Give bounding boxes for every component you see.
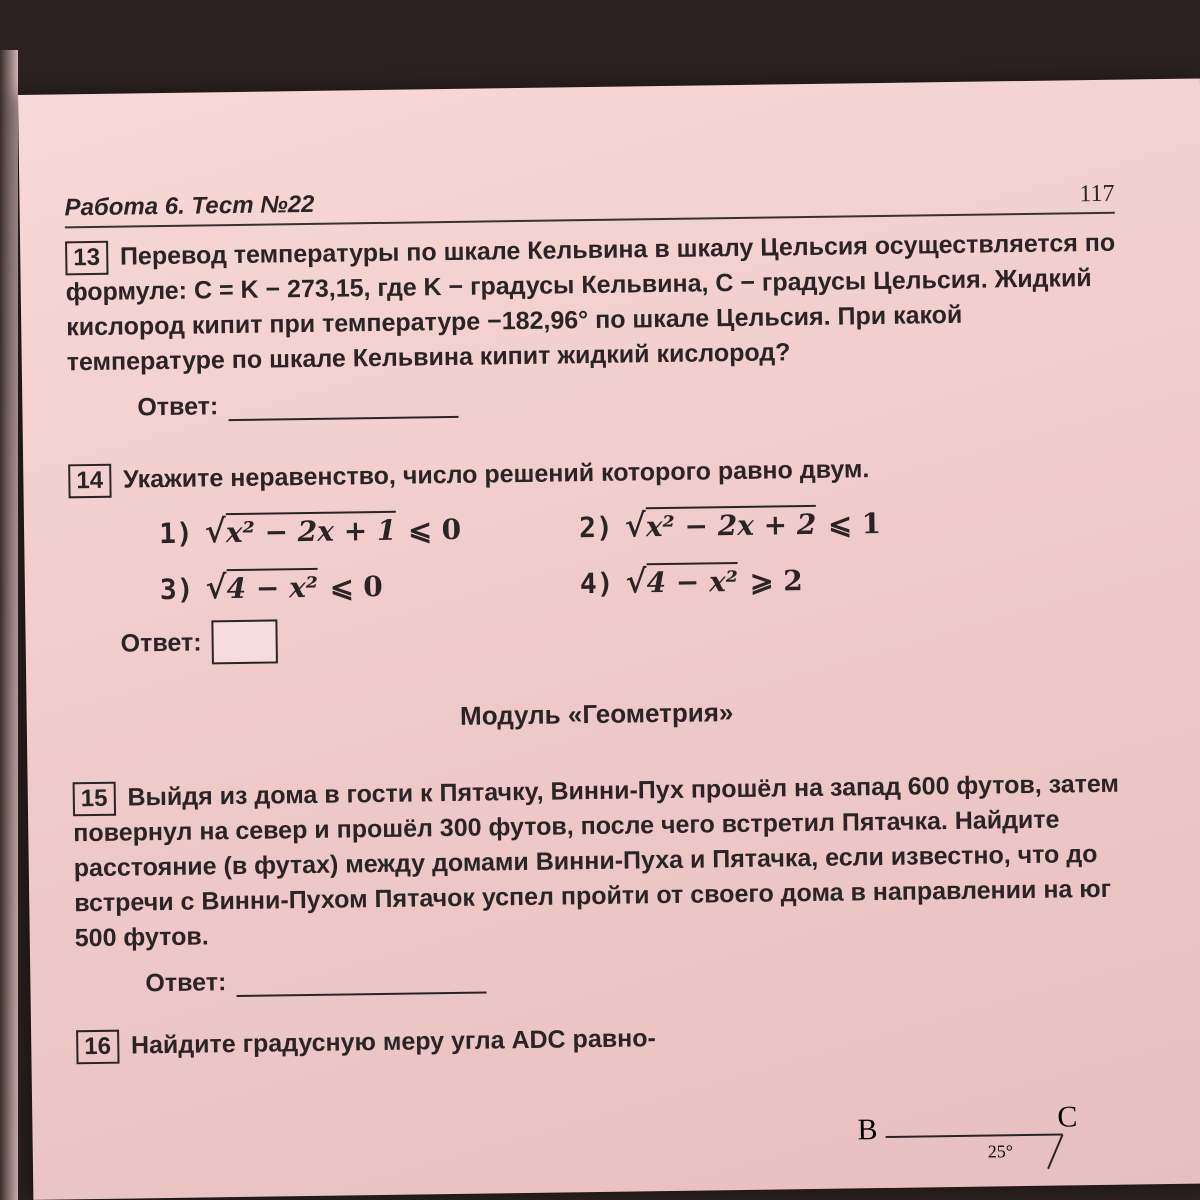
sqrt-symbol: √ [204,512,227,551]
sqrt-symbol: √ [625,562,647,601]
task-number-16: 16 [76,1030,119,1065]
option-label: 4) [579,566,614,601]
task-number-13: 13 [65,241,108,276]
answer-label: Ответ: [137,392,219,422]
option-label: 1) [158,516,194,551]
option-4[interactable] [580,557,1000,601]
task-number-14: 14 [68,464,111,499]
option-3[interactable] [160,563,580,607]
angle-label: 25° [987,1141,1014,1162]
task-16-text: Найдите градусную меру угла ADC равно- [130,1024,657,1060]
book-spine-edge [0,50,18,1200]
task-15 [73,767,1125,957]
option-1[interactable] [159,507,579,551]
answer-options [159,500,1120,607]
task-14-answer [120,608,1121,666]
option-label: 3) [159,572,194,607]
radicand: x² − 2x + 2 [646,505,817,543]
page-number: 117 [1079,180,1115,208]
task-16 [76,1015,1126,1065]
option-label: 2) [578,510,614,545]
relation: ⩽ 0 [329,569,383,604]
radicand: 4 − x² [646,562,738,599]
task-number-15: 15 [73,782,116,817]
sqrt-symbol: √ [205,568,227,607]
task-13 [65,226,1117,381]
sqrt-symbol: √ [624,506,647,545]
figure-lines [857,1110,1078,1173]
task-13-text: Перевод температуры по шкале Кельвина в шкалу Цельсия осуществляется по формуле: C = K − 273,15, где K − градусы Кельвина, C − градусы Цельсия. Жидкий кислород кипит при температуре −182,96° по шкале Цельсия. При какой температуре по шкале Кельвина кипит жидкий кислород? [65,228,1116,377]
textbook-page [18,78,1200,1199]
module-title: Модуль «Геометрия» [459,697,734,731]
page-header [64,180,1114,229]
task-14 [68,449,1118,499]
radicand: x² − 2x + 1 [226,511,397,549]
vertex-c-label: C [1057,1100,1078,1134]
task-15-text: Выйдя из дома в гости к Пятачку, Винни-Пух прошёл на запад 600 футов, затем повернул на север и прошёл 300 футов, после чего встретил Пятачка. Найдите расстояние (в футах) между домами Винни-Пуха и Пятачка, если известно, что до встречи с Винни-Пухом Пятачок успел пройти от своего дома в направлении на юг 500 футов. [73,769,1120,953]
geometry-figure [857,1100,1078,1173]
page-content [64,180,1126,1065]
task-15-answer [145,956,1125,999]
task-14-text: Укажите неравенство, число решений которого равно двум. [122,455,870,494]
option-2[interactable] [579,501,999,545]
relation: ⩽ 1 [828,506,882,541]
relation: ⩾ 2 [749,564,803,598]
running-title: Работа 6. Тест №22 [64,190,315,222]
answer-line[interactable] [228,392,458,421]
answer-line[interactable] [236,968,486,997]
answer-box[interactable] [211,619,278,664]
relation: ⩽ 0 [408,512,462,547]
task-13-answer [137,380,1117,423]
radicand: 4 − x² [226,568,318,605]
answer-label: Ответ: [120,627,202,658]
answer-label: Ответ: [145,968,227,998]
vertex-b-label: B [857,1113,878,1147]
